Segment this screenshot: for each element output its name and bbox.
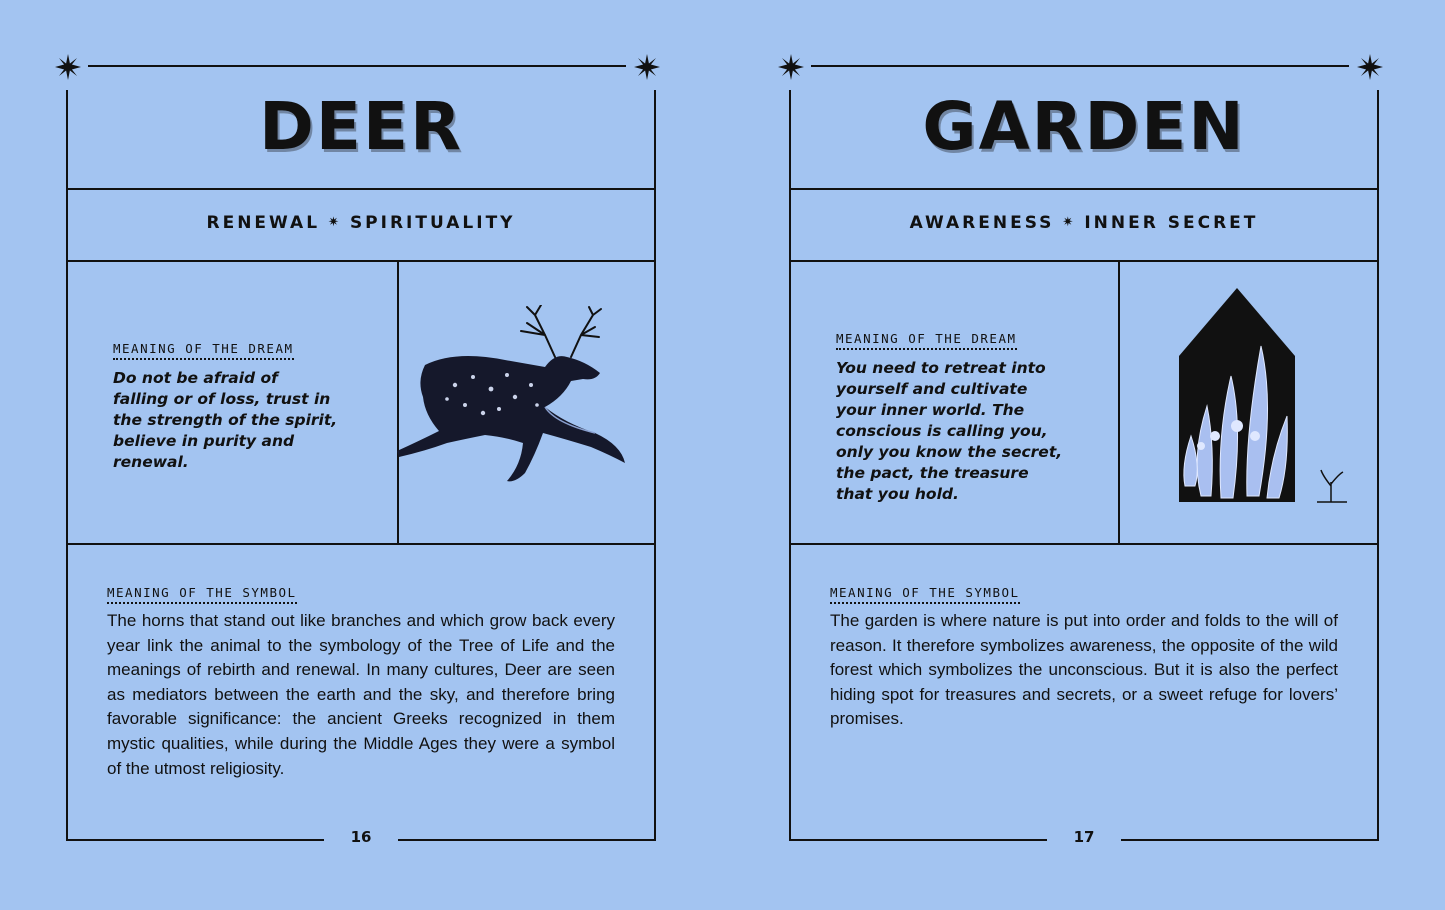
separator-star-icon: ✷ <box>1062 215 1077 230</box>
symbol-text: The garden is where nature is put into order and folds to the will of reason. It therefore symbolizes awareness, the opposite of the wild forest which symbolizes the unconscious. But it is also the perfect hiding spot for treasures and secrets, or a sweet refuge for lovers’ promises. <box>830 611 1338 729</box>
top-rule <box>811 65 1349 67</box>
symbol-label: MEANING OF THE SYMBOL <box>107 585 297 604</box>
divider <box>789 543 1379 545</box>
keyword: SPIRITUALITY <box>349 213 516 233</box>
dream-label: MEANING OF THE DREAM <box>836 331 1017 350</box>
star-ornament-icon <box>634 54 660 80</box>
divider <box>1118 260 1120 544</box>
divider <box>789 260 1379 262</box>
page-title: GARDEN <box>922 88 1246 165</box>
symbol-label: MEANING OF THE SYMBOL <box>830 585 1020 604</box>
left-page <box>50 0 690 910</box>
divider <box>66 543 656 545</box>
page-title: DEER <box>259 88 463 165</box>
star-ornament-icon <box>55 54 81 80</box>
dream-text: You need to retreat into yourself and cultivate your inner world. The conscious is calling you, only you know the secret, the pact, the treasure that you hold. <box>836 359 1063 503</box>
divider <box>66 260 656 262</box>
keyword: AWARENESS <box>909 213 1055 233</box>
leaping-deer-illustration <box>395 305 635 495</box>
separator-star-icon: ✷ <box>328 215 342 230</box>
divider <box>789 188 1379 190</box>
page-number: 16 <box>350 828 372 846</box>
dream-text: Do not be afraid of falling or of loss, trust in the strength of the spirit, believe in purity and renewal. <box>113 369 338 471</box>
symbol-text: The horns that stand out like branches and which grow back every year link the animal to the symbology of the Tree of Life and the meanings of rebirth and renewal. In many cultures, Deer are seen as mediators between the earth and the sky, and therefore bring favorable significance: the ancient Greeks recognized in them mystic qualities, while during the Middle Ages they were a symbol of the utmost religiosity. <box>107 611 615 778</box>
page-number: 17 <box>1073 828 1095 846</box>
star-ornament-icon <box>1357 54 1383 80</box>
right-page <box>773 0 1413 910</box>
keyword: INNER SECRET <box>1084 213 1259 233</box>
dream-label: MEANING OF THE DREAM <box>113 341 294 360</box>
keywords <box>68 213 654 233</box>
keyword: RENEWAL <box>206 213 321 233</box>
star-ornament-icon <box>778 54 804 80</box>
top-rule <box>88 65 626 67</box>
divider <box>66 188 656 190</box>
keywords <box>791 213 1377 233</box>
greenhouse-garden-illustration <box>1171 286 1351 506</box>
